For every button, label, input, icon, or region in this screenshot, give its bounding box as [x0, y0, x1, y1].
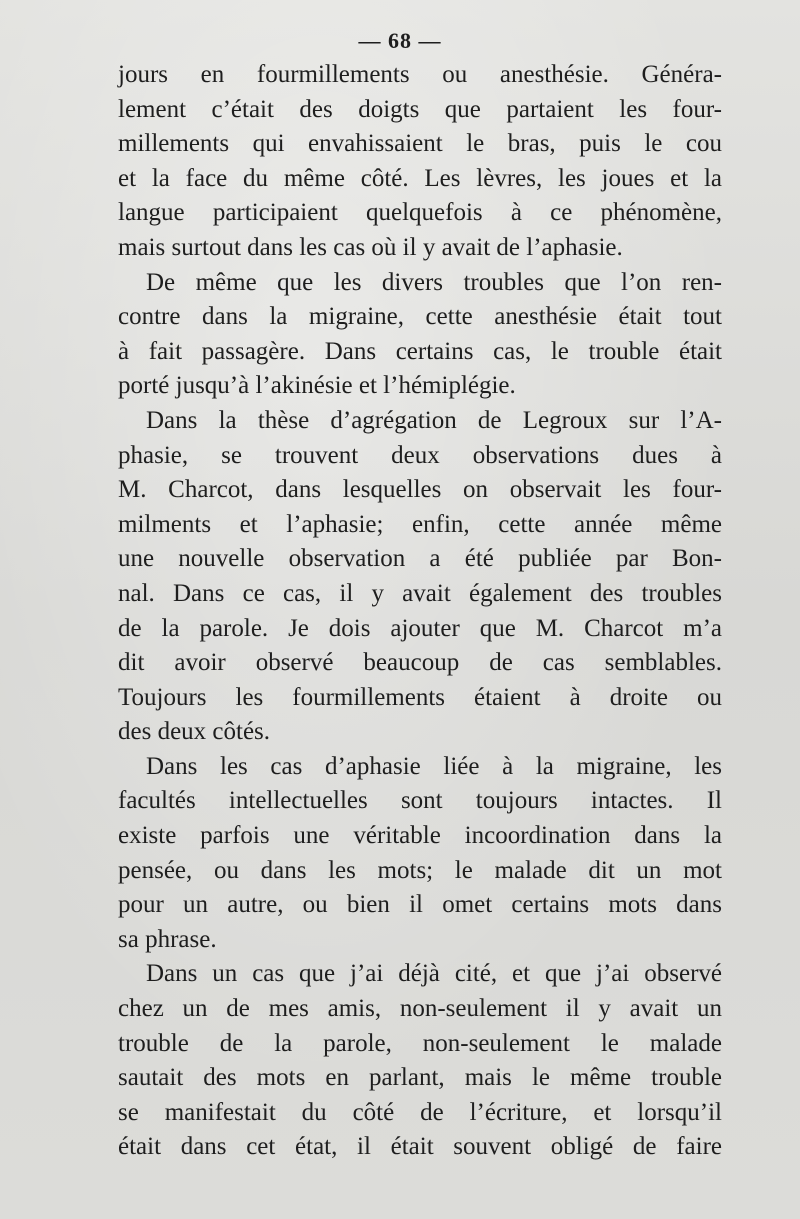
text-line: Dans la thèse d’agrégation de Legroux sur l’A-	[146, 406, 722, 434]
text-line: langue participaient quelquefois à ce phénomène,	[118, 199, 722, 227]
text-line: à fait passagère. Dans certains cas, le trouble était	[118, 337, 722, 365]
text-line: Toujours les fourmillements étaient à droite ou	[118, 683, 722, 711]
paragraph-5	[118, 957, 722, 1165]
text-line: de la parole. Je dois ajouter que M. Charcot m’a	[118, 614, 722, 642]
text-line: chez un de mes amis, non-seulement il y avait un	[118, 995, 722, 1023]
text-line: facultés intellectuelles sont toujours intactes. Il	[118, 787, 722, 815]
text-line: une nouvelle observation a été publiée par Bon-	[118, 545, 722, 573]
text-line: porté jusqu’à l’akinésie et l’hémiplégie.	[118, 372, 516, 400]
text-line: existe parfois une véritable incoordination dans la	[118, 822, 722, 850]
text-line: contre dans la migraine, cette anesthésie était tout	[118, 303, 722, 331]
text-line: dit avoir observé beaucoup de cas semblables.	[118, 649, 722, 677]
text-line: et la face du même côté. Les lèvres, les joues et la	[118, 164, 722, 192]
body-text	[118, 58, 722, 1165]
text-line: était dans cet état, il était souvent obligé de faire	[118, 1133, 722, 1161]
text-line: pensée, ou dans les mots; le malade dit un mot	[118, 856, 722, 884]
text-line: milments et l’aphasie; enfin, cette année même	[118, 510, 722, 538]
text-line: phasie, se trouvent deux observations dues à	[118, 441, 722, 469]
paragraph-3	[118, 404, 722, 750]
page-number: — 68 —	[358, 28, 442, 53]
text-line: millements qui envahissaient le bras, puis le cou	[118, 130, 722, 158]
text-line: pour un autre, ou bien il omet certains mots dans	[118, 891, 722, 919]
paragraph-2	[118, 266, 722, 404]
text-line: nal. Dans ce cas, il y avait également des troubles	[118, 579, 722, 607]
text-line: sa phrase.	[118, 925, 217, 953]
paragraph-4	[118, 750, 722, 958]
text-line: De même que les divers troubles que l’on ren-	[146, 268, 722, 296]
text-line: Dans les cas d’aphasie liée à la migraine, les	[146, 752, 722, 780]
text-line: sautait des mots en parlant, mais le même trouble	[118, 1064, 722, 1092]
text-line: mais surtout dans les cas où il y avait de l’aphasie.	[118, 233, 623, 261]
paragraph-1	[118, 58, 722, 266]
text-line: des deux côtés.	[118, 718, 271, 746]
text-line: M. Charcot, dans lesquelles on observait les four-	[118, 476, 722, 504]
text-line: se manifestait du côté de l’écriture, et lorsqu’il	[118, 1098, 722, 1126]
text-line: jours en fourmillements ou anesthésie. Généra-	[118, 61, 722, 88]
text-line: Dans un cas que j’ai déjà cité, et que j’ai observé	[146, 960, 722, 988]
text-line: lement c’était des doigts que partaient les four-	[118, 95, 722, 123]
text-line: trouble de la parole, non-seulement le malade	[118, 1029, 722, 1057]
